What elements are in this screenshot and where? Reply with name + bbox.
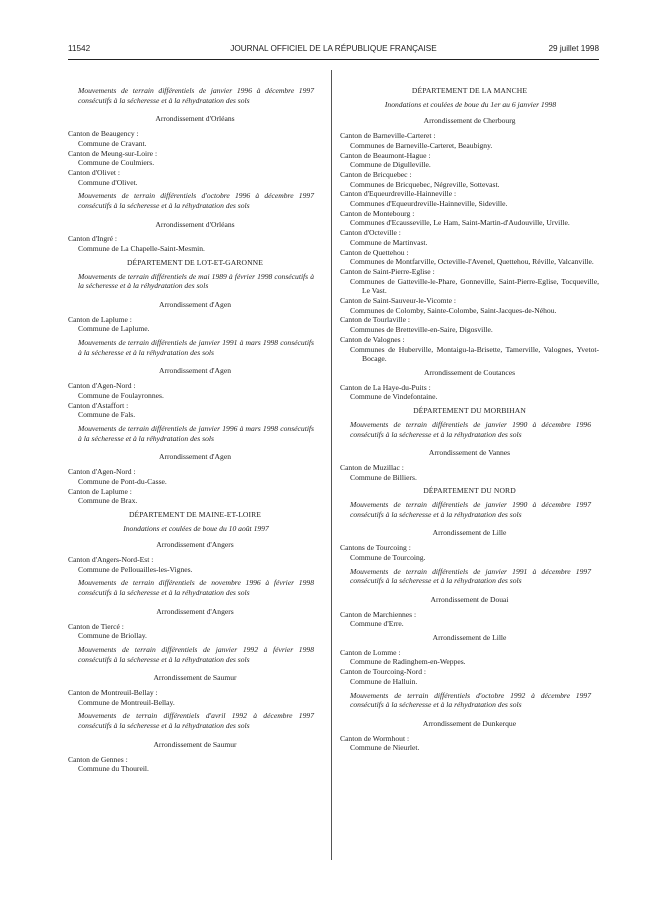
canton-line: Canton de Bricquebec :	[340, 169, 412, 179]
commune-line: Commune de Radinghem-en-Weppes.	[350, 657, 466, 667]
commune-line: Communes de Bricquebec, Négreville, Sottevast.	[350, 179, 500, 189]
commune-line: Commune de Pont-du-Casse.	[78, 476, 167, 486]
canton-line: Canton d'Olivet :	[68, 167, 120, 177]
arrondissement-heading: Arrondissement de Saumur	[153, 739, 237, 749]
canton-line: Canton d'Agen-Nord :	[68, 381, 136, 391]
commune-line: Commune de Nieurlet.	[350, 743, 420, 753]
commune-line: Commune de Vindefontaine.	[350, 392, 438, 402]
arrondissement-heading: Arrondissement de Lille	[432, 633, 507, 643]
arrondissement-heading: Arrondissement d'Agen	[158, 452, 232, 462]
commune-line: Communes d'Equeurdreville-Hainneville, Sideville.	[350, 199, 508, 209]
commune-line: Communes de Montfarville, Octeville-l'Avenel, Quettehou, Réville, Valcanville.	[350, 257, 594, 267]
department-heading: DÉPARTEMENT DU NORD	[423, 486, 516, 496]
canton-line: Canton de Marchiennes :	[340, 609, 417, 619]
canton-line: Cantons de Tourcoing :	[340, 543, 411, 553]
journal-title: JOURNAL OFFICIEL DE LA RÉPUBLIQUE FRANÇAISE	[230, 44, 437, 53]
commune-line: Communes de Gatteville-le-Phare, Gonneville, Saint-Pierre-Eglise, Tocqueville, Le Vast.	[350, 276, 599, 296]
canton-line: Canton de Wormhout :	[340, 733, 410, 743]
commune-line: Commune de Montreuil-Bellay.	[78, 697, 175, 707]
canton-line: Canton d'Astaffort :	[68, 400, 129, 410]
header-rule	[68, 59, 599, 60]
canton-line: Canton de Montreuil-Bellay :	[68, 688, 158, 698]
commune-line: Commune du Thoureil.	[78, 764, 149, 774]
event-heading: Mouvements de terrain différentiels d'octobre 1992 à décembre 1997 consécutifs à la sécheresse et à la réhydratation des sols	[350, 690, 591, 710]
department-heading: DÉPARTEMENT DE LA MANCHE	[411, 86, 528, 95]
canton-line: Canton de Valognes :	[340, 334, 405, 344]
commune-line: Commune d'Olivet.	[78, 177, 138, 187]
column-divider	[331, 70, 332, 860]
event-heading: Mouvements de terrain différentiels de novembre 1996 à février 1998 consécutifs à la sécheresse et à la réhydratation des sols	[78, 578, 314, 598]
left-column	[68, 86, 322, 774]
arrondissement-heading: Arrondissement de Douai	[430, 594, 509, 604]
canton-line: Canton d'Angers-Nord-Est :	[68, 555, 154, 565]
arrondissement-heading: Arrondissement de Coutances	[423, 367, 516, 377]
commune-line: Commune de Cravant.	[78, 138, 147, 148]
event-heading: Mouvements de terrain différentiels de janvier 1991 à mars 1998 consécutifs à la sécheresse et à la réhydratation des sols	[78, 338, 314, 357]
canton-line: Canton de Laplume :	[68, 486, 132, 496]
canton-line: Canton de Meung-sur-Loire :	[68, 148, 158, 158]
canton-line: Canton de Laplume :	[68, 314, 132, 324]
commune-line: Communes d'Ecausseville, Le Ham, Saint-Martin-d'Audouville, Urville.	[350, 218, 570, 228]
canton-line: Canton de Beaumont-Hague :	[340, 150, 431, 160]
canton-line: Canton de Gennes :	[68, 754, 128, 764]
canton-line: Canton d'Ingré :	[68, 234, 118, 244]
event-heading: Mouvements de terrain différentiels de janvier 1990 à décembre 1997 consécutifs à la sécheresse et à la réhydratation des sols	[350, 500, 591, 519]
commune-line: Communes de Bretteville-en-Saire, Digosville.	[350, 325, 493, 335]
canton-line: Canton de Lomme :	[340, 647, 401, 657]
arrondissement-heading: Arrondissement de Saumur	[153, 673, 237, 683]
event-heading: Mouvements de terrain différentiels d'avril 1992 à décembre 1997 consécutifs à la sécheresse et à la réhydratation des sols	[78, 711, 314, 731]
page-number: 11542	[68, 44, 91, 53]
arrondissement-heading: Arrondissement d'Angers	[156, 540, 234, 550]
arrondissement-heading: Arrondissement d'Agen	[158, 366, 232, 376]
canton-line: Canton de Saint-Pierre-Eglise :	[340, 266, 435, 276]
department-heading: DÉPARTEMENT DE LOT-ET-GARONNE	[126, 257, 264, 267]
canton-line: Canton de Quettehou :	[340, 247, 409, 257]
arrondissement-heading: Arrondissement de Dunkerque	[422, 718, 517, 728]
page-header	[68, 44, 599, 58]
commune-line: Commune de La Chapelle-Saint-Mesmin.	[78, 244, 205, 254]
right-column	[340, 86, 599, 753]
arrondissement-heading: Arrondissement de Cherbourg	[423, 116, 516, 126]
commune-line: Commune de Billiers.	[350, 472, 417, 482]
arrondissement-heading: Arrondissement d'Agen	[158, 299, 232, 309]
commune-line: Communes de Barneville-Carteret, Beaubigny.	[350, 140, 493, 150]
canton-line: Canton de Tourlaville :	[340, 315, 410, 325]
event-heading: Inondations et coulées de boue du 10 août 1997	[123, 523, 269, 533]
canton-line: Canton d'Equeurdreville-Hainneville :	[340, 189, 457, 199]
commune-line: Commune de Halluin.	[350, 676, 418, 686]
department-heading: DÉPARTEMENT DE MAINE-ET-LOIRE	[128, 509, 262, 519]
issue-date: 29 juillet 1998	[548, 44, 599, 53]
arrondissement-heading: Arrondissement de Vannes	[428, 448, 511, 458]
event-heading: Mouvements de terrain différentiels de janvier 1991 à décembre 1997 consécutifs à la sécheresse et à la réhydratation des sols	[350, 566, 591, 586]
canton-line: Canton de Tourcoing-Nord :	[340, 667, 427, 677]
canton-line: Canton de Saint-Sauveur-le-Vicomte :	[340, 296, 457, 306]
canton-line: Canton de La Haye-du-Puits :	[340, 382, 431, 392]
commune-line: Commune de Tourcoing.	[350, 552, 426, 562]
commune-line: Commune de Digulleville.	[350, 160, 431, 170]
commune-line: Commune de Briollay.	[78, 631, 147, 641]
arrondissement-heading: Arrondissement d'Orléans	[155, 219, 235, 229]
canton-line: Canton de Barneville-Carteret :	[340, 131, 436, 141]
commune-line: Commune de Martinvast.	[350, 237, 428, 247]
event-heading: Mouvements de terrain différentiels de janvier 1992 à février 1998 consécutifs à la sécheresse et à la réhydratation des sols	[78, 644, 314, 664]
commune-line: Commune de Laplume.	[78, 324, 150, 334]
arrondissement-heading: Arrondissement d'Angers	[156, 606, 234, 616]
commune-line: Commune de Coulmiers.	[78, 158, 155, 168]
arrondissement-heading: Arrondissement de Lille	[432, 528, 507, 538]
event-heading: Mouvements de terrain différentiels de janvier 1996 à mars 1998 consécutifs à la sécheresse et à la réhydratation des sols	[78, 423, 314, 443]
canton-line: Canton d'Agen-Nord :	[68, 467, 136, 477]
event-heading: Mouvements de terrain différentiels de janvier 1990 à décembre 1996 consécutifs à la sécheresse et à la réhydratation des sols	[350, 419, 591, 439]
commune-line: Commune de Foulayronnes.	[78, 390, 164, 400]
commune-line: Communes de Huberville, Montaigu-la-Brisette, Tamerville, Valognes, Yvetot-Bocage.	[350, 344, 599, 364]
commune-line: Commune de Fals.	[78, 410, 136, 420]
canton-line: Canton de Tiercé :	[68, 621, 124, 631]
event-heading: Mouvements de terrain différentiels d'octobre 1996 à décembre 1997 consécutifs à la sécheresse et à la réhydratation des sols	[78, 191, 314, 211]
commune-line: Communes de Colomby, Sainte-Colombe, Saint-Jacques-de-Néhou.	[350, 305, 557, 315]
event-heading: Mouvements de terrain différentiels de janvier 1996 à décembre 1997 consécutifs à la sécheresse et à la réhydratation des sols	[78, 86, 314, 105]
canton-line: Canton d'Octeville :	[340, 228, 401, 238]
department-heading: DÉPARTEMENT DU MORBIHAN	[413, 406, 526, 416]
event-heading: Mouvements de terrain différentiels de mai 1989 à février 1998 consécutifs à la sécheresse et à la réhydratation des sols	[78, 271, 314, 291]
event-heading: Inondations et coulées de boue du 1er au 6 janvier 1998	[384, 99, 557, 109]
commune-line: Commune de Pellouailles-les-Vignes.	[78, 564, 193, 574]
commune-line: Commune d'Erre.	[350, 619, 404, 629]
canton-line: Canton de Montebourg :	[340, 208, 415, 218]
commune-line: Commune de Brax.	[78, 496, 138, 506]
canton-line: Canton de Muzillac :	[340, 462, 404, 472]
canton-line: Canton de Beaugency :	[68, 129, 139, 139]
arrondissement-heading: Arrondissement d'Orléans	[155, 114, 235, 124]
